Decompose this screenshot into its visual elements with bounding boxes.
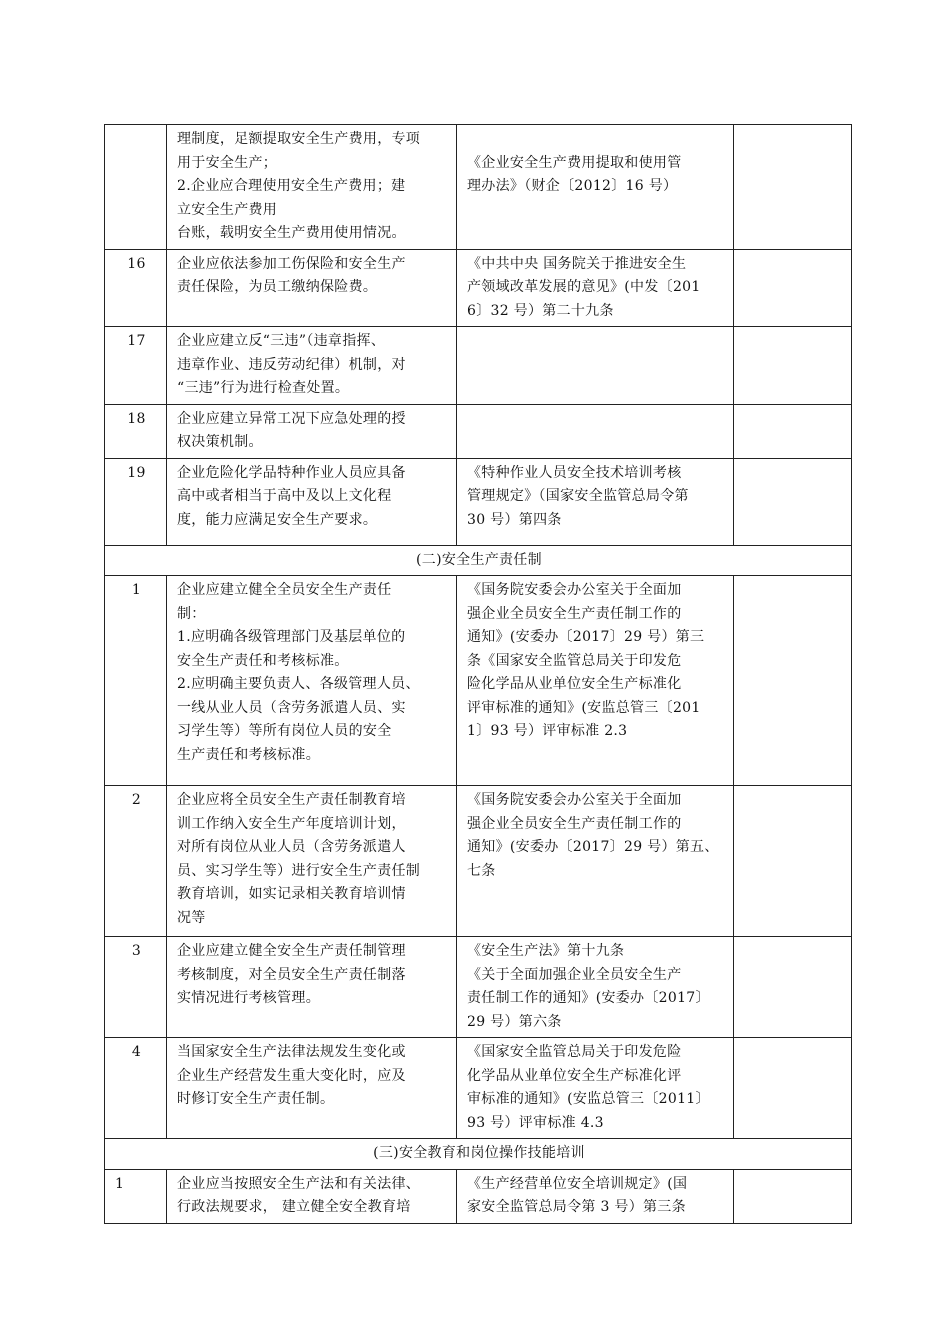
remark-cell	[734, 1169, 852, 1223]
requirement-cell: 企业应建立健全安全生产责任制管理 考核制度，对全员安全生产责任制落 实情况进行考核管理。	[167, 937, 457, 1038]
table-row	[105, 249, 852, 327]
requirement-cell: 企业应将全员安全生产责任制教育培 训工作纳入安全生产年度培训计划， 对所有岗位从业人员（含劳务派遣人 员、实习学生等）进行安全生产责任制 教育培训，如实记录相关教育培训情 况等	[167, 786, 457, 937]
section-title: (三)安全教育和岗位操作技能培训	[105, 1139, 852, 1170]
table-row	[105, 576, 852, 786]
row-number: 2	[105, 786, 167, 937]
row-number: 17	[105, 327, 167, 405]
section-title: (二)安全生产责任制	[105, 545, 852, 576]
requirement-cell: 企业应建立异常工况下应急处理的授 权决策机制。	[167, 404, 457, 458]
section-header-row	[105, 545, 852, 576]
table-row	[105, 327, 852, 405]
row-number: 16	[105, 249, 167, 327]
table-row	[105, 404, 852, 458]
requirement-cell: 企业应依法参加工伤保险和安全生产 责任保险，为员工缴纳保险费。	[167, 249, 457, 327]
remark-cell	[734, 404, 852, 458]
reference-cell: 《中共中央 国务院关于推进安全生 产领域改革发展的意见》(中发〔201 6〕32 号）第二十九条	[457, 249, 734, 327]
row-number: 1	[105, 1169, 167, 1223]
remark-cell	[734, 327, 852, 405]
reference-cell: 《安全生产法》第十九条 《关于全面加强企业全员安全生产 责任制工作的通知》(安委办〔2017〕 29 号）第六条	[457, 937, 734, 1038]
row-number: 1	[105, 576, 167, 786]
remark-cell	[734, 576, 852, 786]
table-row	[105, 458, 852, 545]
reference-cell: 《企业安全生产费用提取和使用管 理办法》（财企〔2012〕16 号）	[457, 125, 734, 250]
reference-cell: 《国务院安委会办公室关于全面加 强企业全员安全生产责任制工作的 通知》(安委办〔2017〕29 号）第三 条《国家安全监管总局关于印发危 险化学品从业单位安全生产标准化 评审标准的通知》(安监总管三〔201 1〕93 号）评审标准 2.3	[457, 576, 734, 786]
requirement-cell: 企业应建立健全全员安全生产责任 制： 1.应明确各级管理部门及基层单位的 安全生产责任和考核标准。 2.应明确主要负责人、各级管理人员、 一线从业人员（含劳务派遣人员、实 习学生等）等所有岗位人员的安全 生产责任和考核标准。	[167, 576, 457, 786]
table-row	[105, 786, 852, 937]
table-row	[105, 1038, 852, 1139]
row-number: 4	[105, 1038, 167, 1139]
remark-cell	[734, 937, 852, 1038]
remark-cell	[734, 786, 852, 937]
remark-cell	[734, 249, 852, 327]
regulation-table	[104, 124, 852, 1224]
requirement-cell: 企业危险化学品特种作业人员应具备 高中或者相当于高中及以上文化程 度，能力应满足安全生产要求。	[167, 458, 457, 545]
row-number: 18	[105, 404, 167, 458]
reference-cell: 《国务院安委会办公室关于全面加 强企业全员安全生产责任制工作的 通知》(安委办〔2017〕29 号）第五、 七条	[457, 786, 734, 937]
table-row	[105, 125, 852, 250]
table-row	[105, 1169, 852, 1223]
remark-cell	[734, 1038, 852, 1139]
row-number: 3	[105, 937, 167, 1038]
row-number	[105, 125, 167, 250]
reference-cell: 《特种作业人员安全技术培训考核 管理规定》（国家安全监管总局令第 30 号）第四条	[457, 458, 734, 545]
requirement-cell: 企业应建立反“三违”（违章指挥、 违章作业、违反劳动纪律）机制，对 “三违”行为进行检查处置。	[167, 327, 457, 405]
reference-cell	[457, 327, 734, 405]
requirement-cell: 当国家安全生产法律法规发生变化或 企业生产经营发生重大变化时，应及 时修订安全生产责任制。	[167, 1038, 457, 1139]
requirement-cell: 理制度，足额提取安全生产费用，专项 用于安全生产； 2.企业应合理使用安全生产费用；建 立安全生产费用 台账，载明安全生产费用使用情况。	[167, 125, 457, 250]
remark-cell	[734, 458, 852, 545]
requirement-cell: 企业应当按照安全生产法和有关法律、 行政法规要求， 建立健全安全教育培	[167, 1169, 457, 1223]
row-number: 19	[105, 458, 167, 545]
reference-cell	[457, 404, 734, 458]
table-row	[105, 937, 852, 1038]
remark-cell	[734, 125, 852, 250]
section-header-row	[105, 1139, 852, 1170]
reference-cell: 《生产经营单位安全培训规定》(国 家安全监管总局令第 3 号）第三条	[457, 1169, 734, 1223]
reference-cell: 《国家安全监管总局关于印发危险 化学品从业单位安全生产标准化评 审标准的通知》(安监总管三〔2011〕 93 号）评审标准 4.3	[457, 1038, 734, 1139]
